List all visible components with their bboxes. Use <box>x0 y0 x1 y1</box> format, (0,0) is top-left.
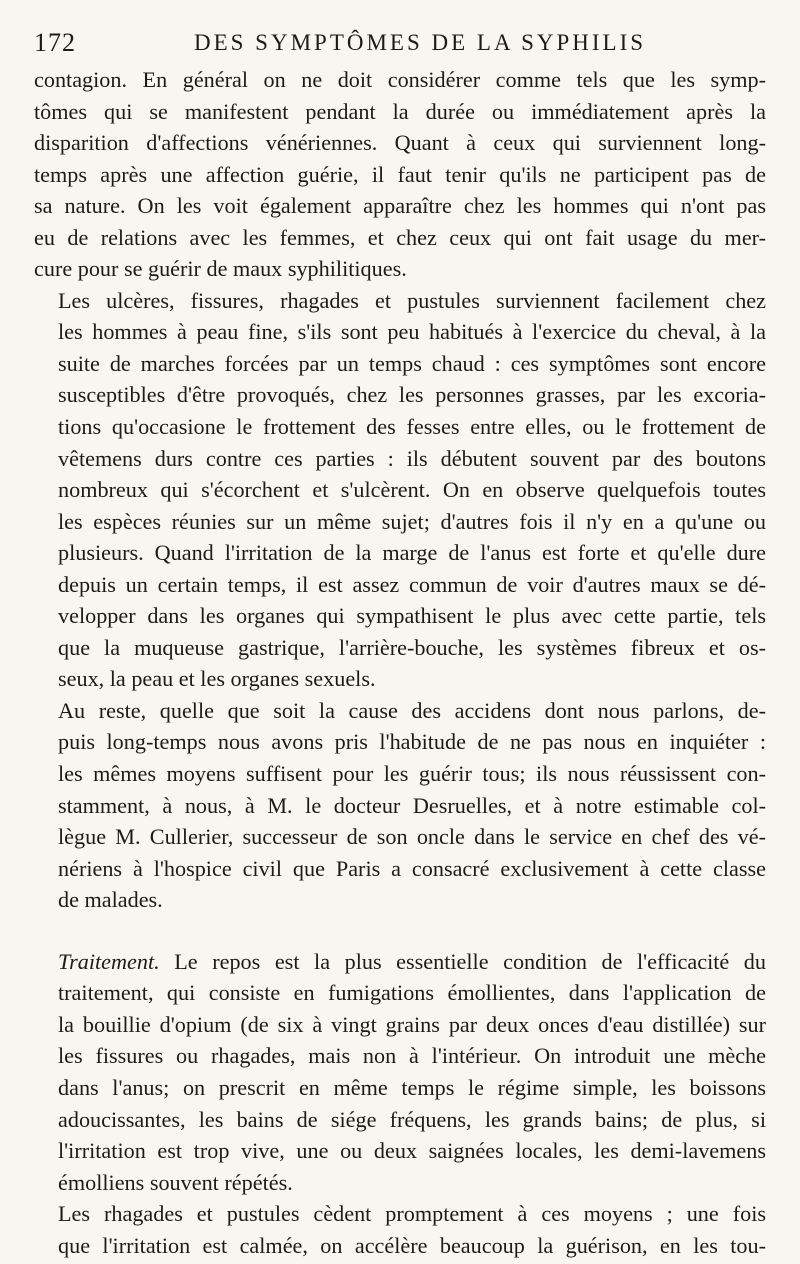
text-line: tômes qui se manifestent pendant la durée ou immédiatement après la <box>34 98 766 124</box>
text-line: Les rhagades et pustules cèdent promptement à ces moyens ; une fois <box>58 1201 766 1227</box>
text-line: que l'irritation est calmée, on accélère beaucoup la guérison, en les tou- <box>58 1232 766 1258</box>
text-line: Les ulcères, fissures, rhagades et pustules surviennent facilement chez <box>58 287 766 313</box>
text-line: vêtemens durs contre ces parties : ils débutent souvent par des boutons <box>58 445 766 471</box>
text-line: émolliens souvent répétés. <box>58 1169 293 1195</box>
text-line: plusieurs. Quand l'irritation de la marge de l'anus est forte et qu'elle dure <box>58 540 766 566</box>
text-line: sa nature. On les voit également apparaître chez les hommes qui n'ont pas <box>34 193 766 219</box>
text-line: puis long-temps nous avons pris l'habitude de ne pas nous en inquiéter : <box>58 729 766 755</box>
text-line: nombreux qui s'écorchent et s'ulcèrent. On en observe quelquefois toutes <box>58 477 766 503</box>
text-line: eu de relations avec les femmes, et chez ceux qui ont fait usage du mer- <box>34 224 766 250</box>
paragraph-traitement <box>34 946 766 1198</box>
paragraph-2 <box>34 285 766 695</box>
text-line-rest: Le repos est la plus essentielle condition de l'efficacité du <box>159 948 766 974</box>
text-line: tions qu'occasione le frottement des fesses entre elles, ou le frottement de <box>58 414 766 440</box>
text-line: dans l'anus; on prescrit en même temps le régime simple, les boissons <box>58 1074 766 1100</box>
text-line: cure pour se guérir de maux syphilitiques. <box>34 256 407 282</box>
text-line: disparition d'affections vénériennes. Quant à ceux qui surviennent long- <box>34 130 766 156</box>
text-line: les mêmes moyens suffisent pour les guérir tous; ils nous réussissent con- <box>58 761 766 787</box>
section-lead-italic: Traitement. <box>58 948 160 974</box>
text-line: velopper dans les organes qui sympathisent le plus avec cette partie, tels <box>58 603 766 629</box>
text-line: nériens à l'hospice civil que Paris a consacré exclusivement à cette classe <box>58 855 766 881</box>
text-line: temps après une affection guérie, il faut tenir qu'ils ne participent pas de <box>34 161 766 187</box>
text-line: que la muqueuse gastrique, l'arrière-bouche, les systèmes fibreux et os- <box>58 634 766 660</box>
text-line: les hommes à peau fine, s'ils sont peu habitués à l'exercice du cheval, à la <box>58 319 766 345</box>
text-line: traitement, qui consiste en fumigations émollientes, dans l'application de <box>58 980 766 1006</box>
text-line: suite de marches forcées par un temps chaud : ces symptômes sont encore <box>58 350 766 376</box>
text-line: seux, la peau et les organes sexuels. <box>58 666 376 692</box>
text-line: l'irritation est trop vive, une ou deux saignées locales, les demi-lavemens <box>58 1138 766 1164</box>
page-header <box>34 22 766 64</box>
text-line: les espèces réunies sur un même sujet; d'autres fois il n'y en a qu'une ou <box>58 508 766 534</box>
text-line: Au reste, quelle que soit la cause des accidens dont nous parlons, de- <box>58 697 766 723</box>
running-title: DES SYMPTÔMES DE LA SYPHILIS <box>193 30 647 55</box>
text-line: stamment, à nous, à M. le docteur Desruelles, et à notre estimable col- <box>58 792 766 818</box>
text-line: de malades. <box>58 887 163 913</box>
paragraph-3 <box>34 695 766 916</box>
text-line: lègue M. Cullerier, successeur de son oncle dans le service en chef des vé- <box>58 824 766 850</box>
text-line: contagion. En général on ne doit considérer comme tels que les symp- <box>34 67 766 92</box>
paragraph-1 <box>34 64 766 285</box>
text-line: les fissures ou rhagades, mais non à l'intérieur. On introduit une mèche <box>58 1043 766 1069</box>
body-text <box>34 64 766 1261</box>
text-line <box>34 946 766 978</box>
text-line: susceptibles d'être provoqués, chez les personnes grasses, par les excoria- <box>58 382 766 408</box>
text-line: depuis un certain temps, il est assez commun de voir d'autres maux se dé- <box>58 571 766 597</box>
text-line: la bouillie d'opium (de six à vingt grains par deux onces d'eau distillée) sur <box>58 1011 766 1037</box>
page-number: 172 <box>34 28 76 57</box>
paragraph-5 <box>34 1198 766 1261</box>
text-line: adoucissantes, les bains de siége fréquens, les grands bains; de plus, si <box>58 1106 766 1132</box>
